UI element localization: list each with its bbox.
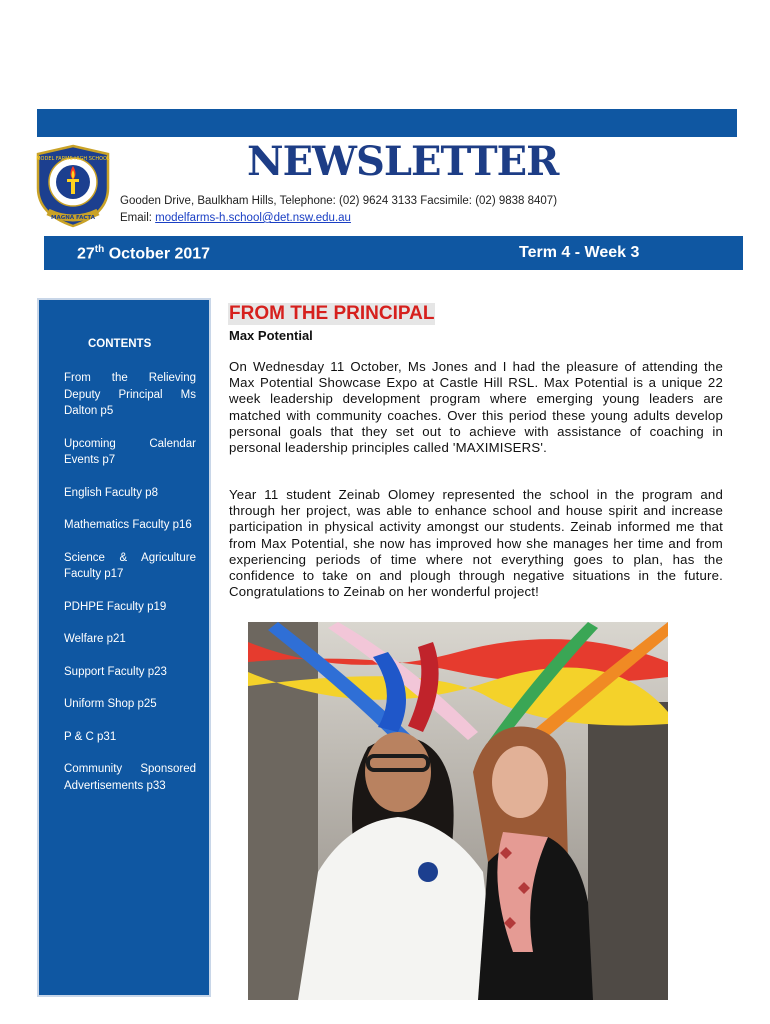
issue-date	[77, 244, 210, 263]
student-photo	[248, 622, 668, 1000]
contents-item[interactable]: Upcoming Calendar Events p7	[64, 437, 196, 466]
email-label: Email:	[120, 212, 152, 224]
contents-item[interactable]: From the Relieving Deputy Principal Ms Dalton p5	[64, 372, 196, 417]
date-rest: October 2017	[104, 245, 211, 263]
contents-item[interactable]: English Faculty p8	[64, 486, 158, 499]
contents-item[interactable]: Science & Agriculture Faculty p17	[64, 551, 196, 580]
date-suffix: th	[94, 244, 105, 255]
date-day: 27	[77, 245, 95, 263]
contents-item[interactable]: Uniform Shop p25	[64, 698, 157, 710]
school-address-block	[120, 193, 557, 227]
email-link[interactable]: modelfarms-h.school@det.nsw.edu.au	[155, 212, 351, 224]
section-heading: FROM THE PRINCIPAL	[229, 303, 435, 324]
contents-item[interactable]: Mathematics Faculty p16	[64, 519, 192, 531]
contents-item[interactable]: P & C p31	[64, 730, 117, 743]
term-week: Term 4 - Week 3	[519, 244, 640, 261]
address-line: Gooden Drive, Baulkham Hills, Telephone: (02) 9624 3133 Facsimile: (02) 9838 8407)	[120, 195, 558, 207]
date-bar	[44, 236, 743, 270]
logo-lettering-bottom: MAGNA FACTA	[50, 215, 96, 221]
contents-item[interactable]: Welfare p21	[64, 633, 126, 645]
article-paragraph-1: On Wednesday 11 October, Ms Jones and I had the pleasure of attending the Max Potential Showcase Expo at Castle Hill RSL. Max Potential is a unique 22 week leadership development program where emerging young leaders are matched with community coaches. Over this period these young adults develop personal goals that they set out to achieve with assistance of coaching in personal leadership principles called 'MAXIMISERS'.	[229, 359, 723, 456]
contents-list	[64, 370, 196, 810]
contents-heading: CONTENTS	[88, 338, 152, 350]
contents-item[interactable]: PDHPE Faculty p19	[64, 600, 167, 613]
contents-item[interactable]: Community Sponsored Advertisements p33	[64, 763, 196, 792]
school-crest-logo	[34, 144, 112, 228]
top-banner-bar	[37, 109, 737, 137]
contents-sidebar	[37, 298, 211, 997]
email-line	[120, 210, 557, 227]
newsletter-title: NEWSLETTER	[247, 138, 559, 185]
article-subheading: Max Potential	[229, 328, 313, 343]
article-paragraph-2: Year 11 student Zeinab Olomey represented the school in the program and through her project, was able to enhance school and house spirit and increase participation in physical activity amongst our students. Zeinab informed me that from Max Potential, she now has improved how she manages her time and from experiencing periods of time where not everything goes to plan, has the confidence to take on and plough through negative situations in the future. Congratulations to Zeinab on her wonderful project!	[229, 487, 723, 600]
logo-lettering-top: MODEL FARMS HIGH SCHOOL	[36, 156, 110, 162]
contents-item[interactable]: Support Faculty p23	[64, 665, 167, 678]
